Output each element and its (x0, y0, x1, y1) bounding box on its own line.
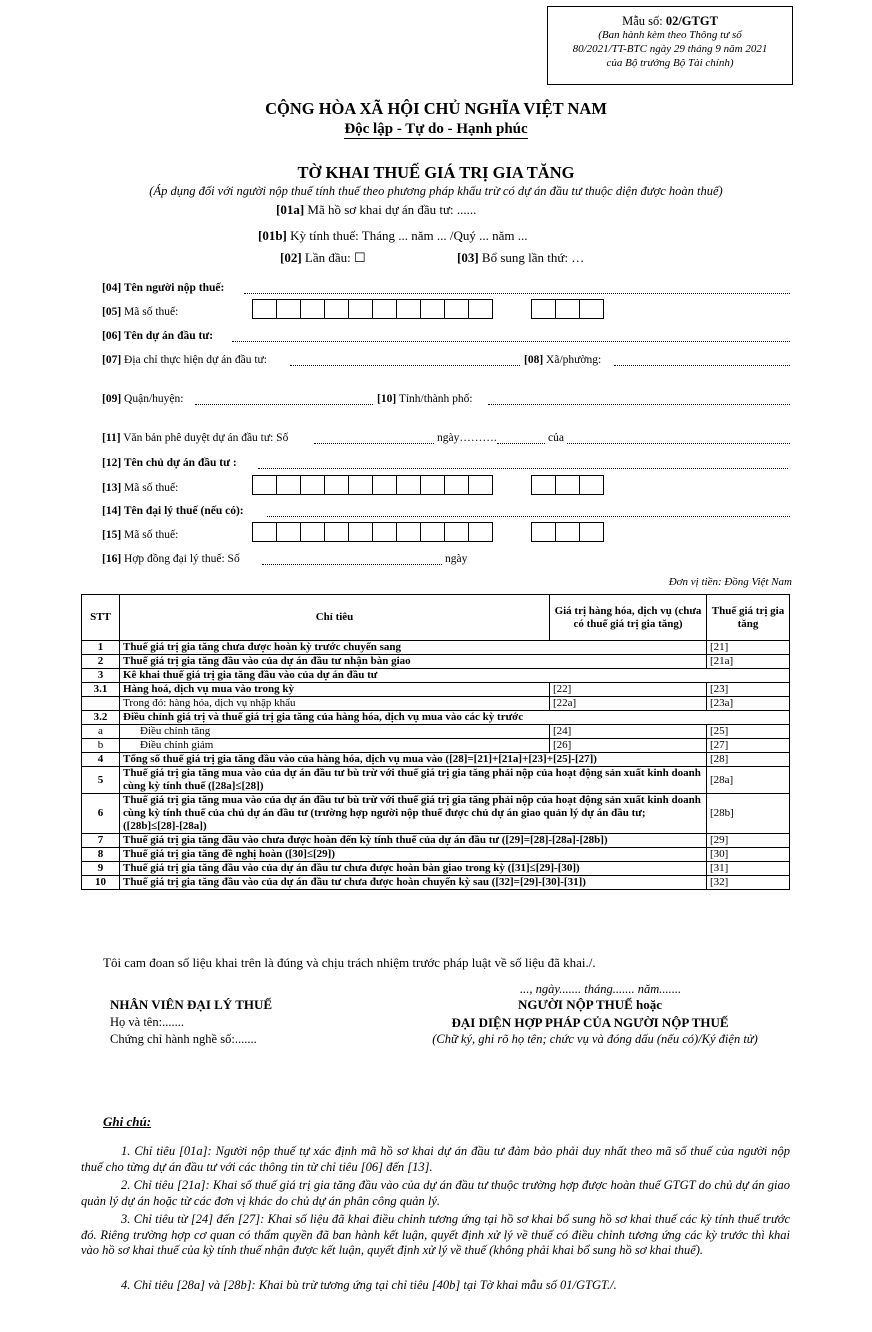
field-16 (102, 553, 240, 565)
field-02-code: [02] (280, 250, 302, 265)
row-stt: 3.2 (82, 711, 120, 725)
page-title: TỜ KHAI THUẾ GIÁ TRỊ GIA TĂNG (297, 163, 575, 182)
row-tax-cell[interactable]: [29] (707, 834, 790, 848)
agent-title: NHÂN VIÊN ĐẠI LÝ THUẾ (110, 997, 273, 1012)
field-02 (280, 250, 366, 266)
field-03 (457, 250, 584, 266)
field-10 (377, 393, 473, 405)
field-05-code: [05] (102, 306, 122, 318)
field-01a (276, 202, 476, 218)
table-row (82, 655, 790, 669)
field-12-input[interactable] (258, 468, 788, 469)
form-code-label: Mẫu số: (622, 14, 666, 28)
field-11-number-input[interactable] (314, 443, 434, 444)
payer-note: (Chữ ký, ghi rõ họ tên; chức vụ và đóng dấu (nếu có)/Ký điện tử) (432, 1032, 758, 1046)
field-06 (102, 330, 213, 342)
field-10-text: Tỉnh/thành phố: (396, 393, 473, 405)
field-11 (102, 432, 288, 444)
field-13 (102, 482, 178, 494)
field-13-code: [13] (102, 482, 122, 494)
currency-unit: Đơn vị tiền: Đồng Việt Nam (668, 576, 792, 588)
field-07-input[interactable] (290, 365, 520, 366)
field-07-text: Địa chỉ thực hiện dự án đầu tư: (121, 354, 267, 366)
row-stt: 6 (82, 794, 120, 834)
row-tax-cell[interactable]: [32] (707, 876, 790, 890)
motto (0, 121, 872, 138)
table-row (82, 683, 790, 697)
field-01b (258, 228, 528, 244)
issued-line-2: 80/2021/TT-BTC ngày 29 tháng 9 năm 2021 (572, 43, 768, 55)
issued-line-3: của Bộ trưởng Bộ Tài chính) (606, 57, 734, 69)
row-value-cell[interactable]: [26] (550, 739, 707, 753)
motto-text: Độc lập - Tự do - Hạnh phúc (344, 121, 528, 137)
field-01b-text: Kỳ tính thuế: Tháng ... năm ... /Quý ... năm ... (286, 228, 528, 243)
page-subtitle: (Áp dụng đối với người nộp thuế tính thuế theo phương pháp khấu trừ có dự án đầu tư thuộc diện được hoàn thuế) (149, 184, 723, 198)
field-16-code: [16] (102, 553, 122, 565)
header-tax: Thuế giá trị gia tăng (707, 595, 790, 641)
row-stt: 7 (82, 834, 120, 848)
issued-line-1: (Ban hành kèm theo Thông tư số (598, 29, 742, 41)
field-09 (102, 393, 183, 405)
field-02-text: Lần đầu: (301, 250, 355, 265)
table-row (82, 711, 790, 725)
row-tax-cell[interactable]: [21] (707, 641, 790, 655)
note-2: 2. Chỉ tiêu [21a]: Khai số thuế giá trị gia tăng đầu vào của dự án đầu tư thuộc trường hợp được hoàn thuế GTGT do chủ dự án giao quản lý dự án hoặc từ các đơn vị khác do chủ dự án phân công quản lý. (81, 1178, 790, 1208)
field-06-label: [06] Tên dự án đầu tư: (102, 330, 214, 342)
payer-title-2: ĐẠI DIỆN HỢP PHÁP CỦA NGƯỜI NỘP THUẾ (451, 1015, 729, 1030)
row-label: Thuế giá trị gia tăng đầu vào chưa được hoàn đến kỳ tính thuế của dự án đầu tư ([29]=[28]-[28a]-[28b]) (120, 834, 707, 848)
header-stt: STT (82, 595, 120, 641)
agent-cert: Chứng chỉ hành nghề số:....... (110, 1032, 257, 1046)
header-indicator: Chỉ tiêu (120, 595, 550, 641)
field-08-code: [08] (524, 354, 544, 366)
row-label: Tổng số thuế giá trị gia tăng đầu vào của hàng hóa, dịch vụ mua vào ([28]=[21]+[21a]+[23]+[25]-[27]) (120, 753, 707, 767)
row-label: Kê khai thuế giá trị gia tăng đầu vào của dự án đầu tư (120, 669, 790, 683)
row-tax-cell[interactable]: [27] (707, 739, 790, 753)
table-row (82, 697, 790, 711)
sign-date: ..., ngày....... tháng....... năm....... (520, 982, 682, 996)
field-16-date-label: ngày (445, 553, 468, 565)
field-16-number-input[interactable] (262, 564, 442, 565)
nation-title: CỘNG HÒA XÃ HỘI CHỦ NGHĨA VIỆT NAM (265, 99, 607, 118)
note-3: 3. Chỉ tiêu từ [24] đến [27]: Khai số liệu đã khai điều chỉnh tương ứng tại hồ sơ khai bổ sung hồ sơ khai thuế các kỳ tính thuế trước đó. Riêng trường hợp cơ quan có thẩm quyền đã ban hành kết luận, quyết định xử lý về thuế có điều chỉnh tương ứng các kỳ trước thì khai vào hồ sơ khai thuế của kỳ tính thuế nhận được kết luận, quyết định xử lý về thuế (không phải khai bổ sung hồ sơ khai thuế). (81, 1212, 790, 1257)
field-15-code: [15] (102, 529, 122, 541)
row-label: Thuế giá trị gia tăng chưa được hoàn kỳ trước chuyển sang (120, 641, 707, 655)
table-row (82, 753, 790, 767)
tax-code-boxes-05[interactable] (252, 299, 492, 319)
field-09-code: [09] (102, 393, 122, 405)
field-11-issuer-label: của (548, 432, 564, 444)
field-12 (102, 457, 237, 469)
row-label: Thuế giá trị gia tăng đề nghị hoàn ([30]≤[29]) (120, 848, 707, 862)
field-07 (102, 354, 267, 366)
row-tax-cell[interactable]: [21a] (707, 655, 790, 669)
field-11-text: Văn bản phê duyệt dự án đầu tư: Số (120, 432, 289, 444)
row-label: Hàng hoá, dịch vụ mua vào trong kỳ (120, 683, 550, 697)
row-label: Điều chỉnh tăng (120, 725, 550, 739)
row-label: Thuế giá trị gia tăng đầu vào của dự án đầu tư nhận bàn giao (120, 655, 707, 669)
field-03-code: [03] (457, 250, 479, 265)
table-row (82, 641, 790, 655)
field-04 (102, 282, 224, 294)
field-09-text: Quận/huyện: (121, 393, 184, 405)
field-10-input[interactable] (488, 404, 790, 405)
table-row (82, 834, 790, 848)
row-label: Thuế giá trị gia tăng mua vào của dự án đầu tư bù trừ với thuế giá trị gia tăng phải nộp của hoạt động sản xuất kinh doanh cùng kỳ tính thuế của chủ dự án đầu tư (trường hợp người nộp thuế được chủ dự án giao quản lý dự án đầu tư; ([28b]≤[28]-[28a]) (120, 794, 707, 834)
field-10-code: [10] (377, 393, 397, 405)
field-14 (102, 505, 244, 517)
field-05-text: Mã số thuế: (121, 306, 179, 318)
tax-code-suffix-boxes-05[interactable] (531, 299, 603, 319)
field-16-text: Hợp đồng đại lý thuế: Số (121, 553, 240, 565)
row-stt: 10 (82, 876, 120, 890)
tax-code-suffix-boxes-13[interactable] (531, 475, 603, 495)
note-4: 4. Chỉ tiêu [28a] và [28b]: Khai bù trừ tương ứng tại chỉ tiêu [40b] tại Tờ khai mẫu số 01/GTGT./. (121, 1278, 617, 1292)
field-07-code: [07] (102, 354, 122, 366)
commitment: Tôi cam đoan số liệu khai trên là đúng và chịu trách nhiệm trước pháp luật về số liệu đã khai./. (103, 955, 596, 970)
table-row (82, 848, 790, 862)
row-stt: 8 (82, 848, 120, 862)
field-05 (102, 306, 178, 318)
field-04-label: [04] Tên người nộp thuế: (102, 282, 225, 294)
row-tax-cell[interactable]: [28a] (707, 767, 790, 794)
row-tax-cell[interactable]: [28] (707, 753, 790, 767)
row-stt: 4 (82, 753, 120, 767)
form-code: 02/GTGT (665, 14, 718, 28)
row-label: Điều chỉnh giá trị và thuế giá trị gia tăng của hàng hóa, dịch vụ mua vào các kỳ trước (120, 711, 790, 725)
field-01a-text: Mã hồ sơ khai dự án đầu tư: ...... (304, 202, 477, 217)
field-11-date-input[interactable] (497, 443, 545, 444)
row-tax-cell[interactable]: [28b] (707, 794, 790, 834)
field-08-input[interactable] (614, 365, 790, 366)
row-stt: 9 (82, 862, 120, 876)
field-13-text: Mã số thuế: (121, 482, 179, 494)
field-11-code: [11] (102, 432, 121, 444)
field-09-input[interactable] (195, 404, 373, 405)
row-stt: 3 (82, 669, 120, 683)
table-row (82, 794, 790, 834)
row-value-cell[interactable]: [24] (550, 725, 707, 739)
field-12-label: [12] Tên chủ dự án đầu tư : (102, 457, 237, 469)
form-code-box (547, 6, 793, 85)
field-11-issuer-input[interactable] (567, 443, 790, 444)
row-stt: b (82, 739, 120, 753)
table-row (82, 876, 790, 890)
field-06-input[interactable] (232, 341, 790, 342)
row-stt (82, 697, 120, 711)
field-03-text: Bổ sung lần thứ: … (478, 250, 585, 265)
table-row (82, 739, 790, 753)
field-14-input[interactable] (267, 516, 790, 517)
row-label: Điều chỉnh giảm (120, 739, 550, 753)
table-row (82, 725, 790, 739)
row-tax-cell[interactable]: [25] (707, 725, 790, 739)
field-14-label: [14] Tên đại lý thuế (nếu có): (102, 505, 244, 517)
row-stt: a (82, 725, 120, 739)
row-value-cell[interactable]: [22a] (550, 697, 707, 711)
field-15-text: Mã số thuế: (121, 529, 179, 541)
payer-title-1: NGƯỜI NỘP THUẾ hoặc (517, 997, 663, 1012)
row-stt: 3.1 (82, 683, 120, 697)
notes-heading: Ghi chú: (103, 1114, 152, 1129)
header-value: Giá trị hàng hóa, dịch vụ (chưa có thuế giá trị gia tăng) (550, 595, 707, 641)
field-01a-code: [01a] (276, 202, 305, 217)
row-stt: 2 (82, 655, 120, 669)
row-tax-cell[interactable]: [23a] (707, 697, 790, 711)
field-11-date-label: ngày………. (437, 432, 497, 444)
row-stt: 5 (82, 767, 120, 794)
row-stt: 1 (82, 641, 120, 655)
row-label: Trong đó: hàng hóa, dịch vụ nhập khẩu (120, 697, 550, 711)
row-tax-cell[interactable]: [23] (707, 683, 790, 697)
tax-code-boxes-15[interactable] (252, 522, 492, 542)
row-tax-cell[interactable]: [30] (707, 848, 790, 862)
row-label: Thuế giá trị gia tăng đầu vào của dự án đầu tư chưa được hoàn bàn giao trong kỳ ([31]≤[29]-[30]) (120, 862, 707, 876)
field-01b-code: [01b] (258, 228, 287, 243)
note-1: 1. Chỉ tiêu [01a]: Người nộp thuế tự xác định mã hồ sơ khai dự án đầu tư đảm bảo phải duy nhất theo mã số thuế của người nộp thuế cho từng dự án đầu tư với các thông tin từ chỉ tiêu [06] đến [13]. (81, 1144, 790, 1174)
tax-code-boxes-13[interactable] (252, 475, 492, 495)
row-label: Thuế giá trị gia tăng đầu vào của dự án đầu tư chưa được hoàn chuyển kỳ sau ([32]=[29]-[30]-[31]) (120, 876, 707, 890)
row-value-cell[interactable]: [22] (550, 683, 707, 697)
field-08 (524, 354, 601, 366)
tax-table (81, 594, 790, 890)
field-08-text: Xã/phường: (543, 354, 602, 366)
table-row (82, 862, 790, 876)
field-15 (102, 529, 178, 541)
first-time-checkbox[interactable]: ☐ (354, 250, 366, 265)
agent-name: Họ và tên:....... (110, 1015, 184, 1029)
table-row (82, 767, 790, 794)
table-row (82, 669, 790, 683)
row-tax-cell[interactable]: [31] (707, 862, 790, 876)
field-04-input[interactable] (244, 293, 790, 294)
tax-code-suffix-boxes-15[interactable] (531, 522, 603, 542)
row-label: Thuế giá trị gia tăng mua vào của dự án đầu tư bù trừ với thuế giá trị gia tăng phải nộp của hoạt động sản xuất kinh doanh cùng kỳ tính thuế ([28a]≤[28]) (120, 767, 707, 794)
